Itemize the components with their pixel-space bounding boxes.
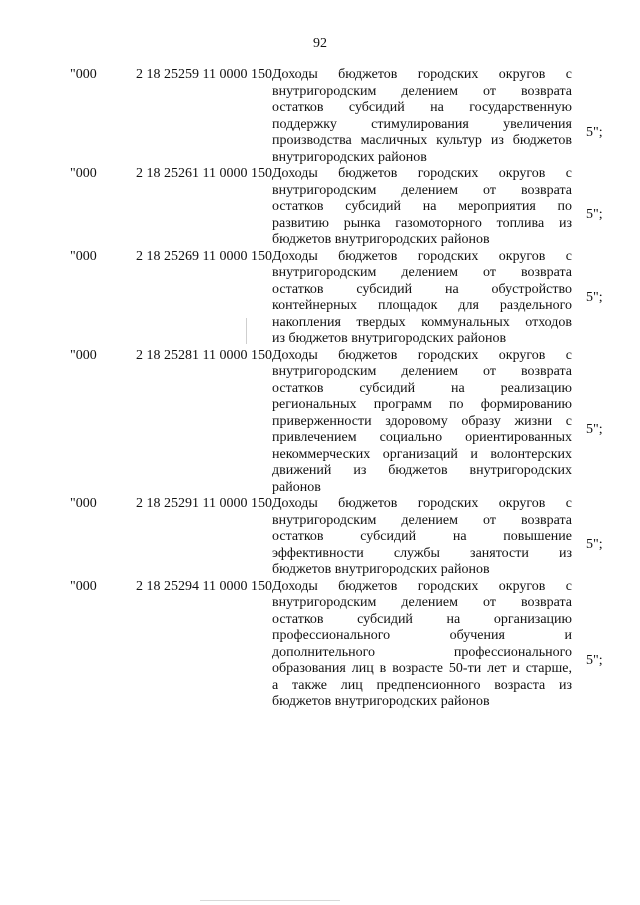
entry-description-line: поддержку стимулирования увеличения: [272, 116, 572, 132]
entry-description-line: внутригородским делением от возврата: [272, 364, 572, 379]
entry-description-line: привлечением социально ориентированных: [272, 430, 572, 445]
entry-description-line: бюджетов внутригородских районов: [272, 694, 490, 709]
entry-description: [272, 67, 572, 166]
page-number: 92: [313, 36, 327, 51]
entry-budget-classification-code: 2 18 25259 11 0000 150: [136, 67, 272, 82]
entry-budget-classification-code: 2 18 25269 11 0000 150: [136, 248, 272, 264]
entry-code-prefix: "000: [70, 578, 97, 594]
entry-description-line: внутригородским делением от возврата: [272, 83, 572, 99]
entry-description-line: накопления твердых коммунальных отходов: [272, 314, 572, 330]
budget-code-entry: [0, 166, 640, 249]
scan-artifact-edge: [200, 900, 340, 901]
entry-description-line: а также лиц предпенсионного возраста из: [272, 677, 572, 693]
entry-suffix: 5";: [586, 652, 603, 668]
entry-budget-classification-code: 2 18 25261 11 0000 150: [136, 166, 272, 181]
entry-description-line: некоммерческих организаций и волонтерских: [272, 446, 572, 462]
entry-description-line: внутригородским делением от возврата: [272, 182, 572, 198]
entry-description-line: образования лиц в возрасте 50-ти лет и старше,: [272, 661, 572, 676]
entry-description: [272, 496, 572, 579]
entry-description-line: остатков субсидий на мероприятия по: [272, 199, 572, 214]
entry-description-line: Доходы бюджетов городских округов с: [272, 166, 572, 181]
entry-suffix: 5";: [586, 421, 603, 437]
budget-code-entry: [0, 348, 640, 497]
entry-suffix: 5";: [586, 124, 603, 140]
entry-description-line: бюджетов внутригородских районов: [272, 232, 490, 247]
entry-code-prefix: "000: [70, 248, 97, 264]
budget-code-entry: [0, 249, 640, 348]
entry-description-line: Доходы бюджетов городских округов с: [272, 67, 572, 82]
entry-description-line: дополнительного профессионального: [272, 644, 572, 660]
entry-description-line: бюджетов внутригородских районов: [272, 562, 490, 577]
entry-budget-classification-code: 2 18 25281 11 0000 150: [136, 347, 272, 363]
entry-description-line: внутригородским делением от возврата: [272, 512, 572, 528]
entry-description-line: эффективности службы занятости из: [272, 545, 572, 561]
entry-description: [272, 249, 572, 348]
entry-description: [272, 348, 572, 497]
entry-description-line: внутригородским делением от возврата: [272, 595, 572, 610]
entry-description-line: районов: [272, 479, 321, 495]
entry-code-prefix: "000: [70, 67, 97, 82]
budget-code-entry: [0, 67, 640, 166]
entry-description-line: движений из бюджетов внутригородских: [272, 463, 572, 478]
entry-description-line: внутригородским делением от возврата: [272, 265, 572, 280]
entry-budget-classification-code: 2 18 25291 11 0000 150: [136, 496, 272, 511]
entry-code-prefix: "000: [70, 166, 97, 181]
budget-code-list: [0, 67, 640, 711]
entry-description-line: остатков субсидий на организацию: [272, 611, 572, 627]
scan-artifact-line: [246, 318, 247, 344]
budget-code-entry: [0, 579, 640, 711]
entry-description-line: остатков субсидий на повышение: [272, 529, 572, 544]
entry-description-line: остатков субсидий на государственную: [272, 100, 572, 115]
entry-budget-classification-code: 2 18 25294 11 0000 150: [136, 578, 272, 594]
entry-description-line: приверженности здоровому образу жизни с: [272, 413, 572, 429]
entry-description-line: профессионального обучения и: [272, 628, 572, 643]
entry-description-line: Доходы бюджетов городских округов с: [272, 248, 572, 264]
entry-description-line: Доходы бюджетов городских округов с: [272, 578, 572, 594]
entry-suffix: 5";: [586, 289, 603, 305]
entry-description-line: остатков субсидий на обустройство: [272, 281, 572, 297]
entry-description-line: остатков субсидий на реализацию: [272, 380, 572, 396]
entry-description: [272, 579, 572, 711]
entry-code-prefix: "000: [70, 496, 97, 511]
entry-description-line: контейнерных площадок для раздельного: [272, 298, 572, 313]
entry-code-prefix: "000: [70, 347, 97, 363]
entry-description-line: региональных программ по формированию: [272, 397, 572, 412]
entry-description-line: развитию рынка газомоторного топлива из: [272, 215, 572, 231]
entry-suffix: 5";: [586, 207, 603, 222]
entry-description-line: из бюджетов внутригородских районов: [272, 331, 507, 346]
entry-description-line: производства масличных культур из бюджетов: [272, 133, 572, 148]
entry-description: [272, 166, 572, 249]
entry-description-line: Доходы бюджетов городских округов с: [272, 347, 572, 363]
entry-description-line: внутригородских районов: [272, 149, 427, 165]
entry-suffix: 5";: [586, 537, 603, 552]
entry-description-line: Доходы бюджетов городских округов с: [272, 496, 572, 511]
budget-code-entry: [0, 496, 640, 579]
